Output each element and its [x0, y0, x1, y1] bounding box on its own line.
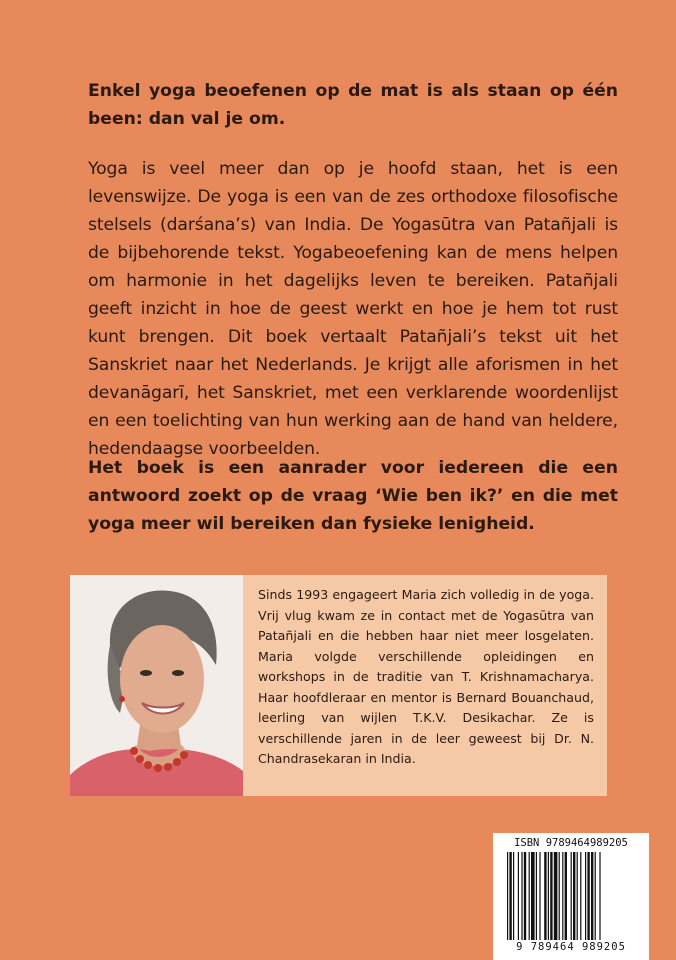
- author-photo: [70, 575, 243, 796]
- closing-statement: Het boek is een aanrader voor iedereen die een antwoord zoekt op de vraag ‘Wie ben ik?’ en die met yoga meer wil bereiken dan fysieke lenigheid.: [88, 458, 618, 534]
- intro-statement: Enkel yoga beoefenen op de mat is als staan op één been: dan val je om.: [88, 81, 618, 129]
- author-bio-text: Sinds 1993 engageert Maria zich volledig in de yoga. Vrij vlug kwam ze in contact met de Yogasūtra van Patañjali en die hebben haar niet meer losgelaten. Maria volgde verschillende opleidingen en workshops in de traditie van T. Krishnamacharya. Haar hoofdleraar en mentor is Bernard Bouanchaud, leerling van wijlen T.K.V. Desikachar. Ze is verschillende jaren in de leer geweest bij Dr. N. Chandrasekaran in India.: [258, 587, 594, 766]
- barcode-bars: [507, 852, 635, 940]
- isbn-digits: 9 789464 989205: [516, 941, 626, 953]
- description-paragraph: Yoga is veel meer dan op je hoofd staan, het is een levenswijze. De yoga is een van de zes orthodoxe filosofische stelsels (darśana’s) van India. De Yogasūtra van Patañjali is de bijbehorende tekst. Yogabeoefening kan de mens helpen om harmonie in het dagelijks leven te bereiken. Patañjali geeft inzicht in hoe de geest werkt en hoe je hem tot rust kunt brengen. Dit boek vertaalt Patañjali’s tekst uit het Sanskriet naar het Nederlands. Je krijgt alle aforismen in het devanāgarī, het Sanskriet, met een verklarende woordenlijst en een toelichting van hun werking aan de hand van heldere, hedendaagse voorbeelden.: [88, 159, 618, 459]
- author-bio-panel: [70, 575, 607, 796]
- isbn-label: ISBN 9789464989205: [514, 837, 628, 849]
- isbn-barcode: [493, 833, 649, 960]
